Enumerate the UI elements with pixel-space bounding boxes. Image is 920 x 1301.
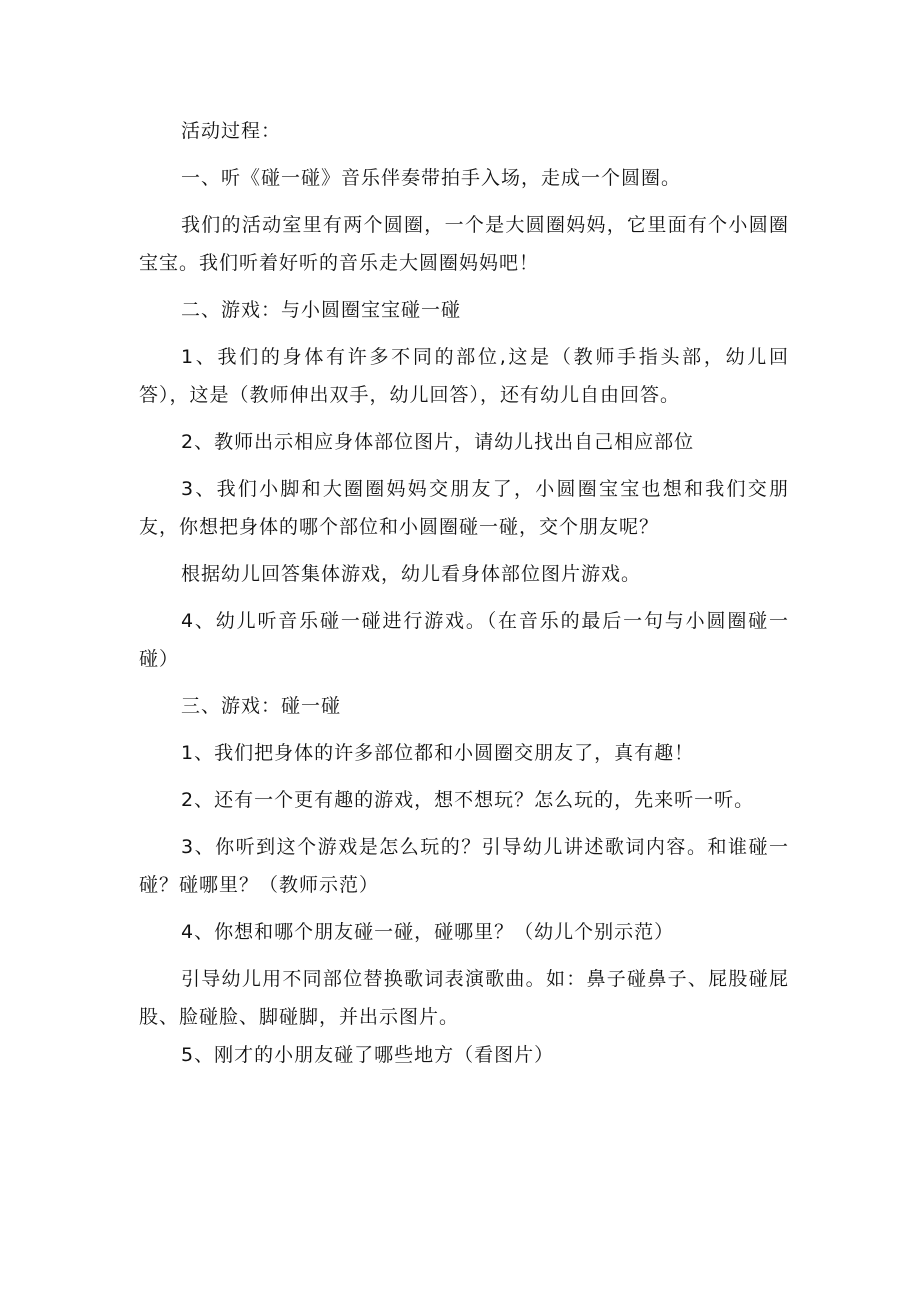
paragraph-body-parts: 1、我们的身体有许多不同的部位,这是（教师手指头部，幼儿回答），这是（教师伸出双手，幼儿回答），还有幼儿自由回答。: [139, 346, 789, 406]
paragraph-music-game: 4、幼儿听音乐碰一碰进行游戏。（在音乐的最后一句与小圆圈碰一碰）: [139, 610, 789, 670]
paragraph-step-one: 一、听《碰一碰》音乐伴奏带拍手入场，走成一个圆圈。: [181, 167, 682, 189]
paragraph-listen: 2、还有一个更有趣的游戏，想不想玩？怎么玩的，先来听一听。: [181, 789, 755, 811]
paragraph-step-three: 三、游戏：碰一碰: [181, 695, 342, 717]
paragraph-group-game: 根据幼儿回答集体游戏，幼儿看身体部位图片游戏。: [181, 563, 642, 585]
paragraph-demonstration: 4、你想和哪个朋友碰一碰，碰哪里？（幼儿个别示范）: [181, 921, 675, 943]
paragraph-review: 5、刚才的小朋友碰了哪些地方（看图片）: [181, 1044, 555, 1066]
paragraph-step-two: 二、游戏：与小圆圈宝宝碰一碰: [181, 299, 462, 321]
paragraph-circle-intro: 我们的活动室里有两个圆圈，一个是大圆圈妈妈，它里面有个小圆圈宝宝。我们听着好听的音乐走大圆圈妈妈吧！: [139, 214, 789, 274]
document-body: [139, 112, 789, 1083]
paragraph-make-friends: 3、我们小脚和大圈圈妈妈交朋友了，小圆圈宝宝也想和我们交朋友，你想把身体的哪个部位和小圆圈碰一碰，交个朋友呢？: [139, 478, 789, 538]
paragraph-heading-process: 活动过程：: [181, 120, 282, 142]
paragraph-interesting: 1、我们把身体的许多部位都和小圆圈交朋友了，真有趣！: [181, 742, 695, 764]
paragraph-replace-lyrics: 引导幼儿用不同部位替换歌词表演歌曲。如：鼻子碰鼻子、屁股碰屁股、脸碰脸、脚碰脚，并出示图片。: [139, 968, 789, 1028]
paragraph-lyrics: 3、你听到这个游戏是怎么玩的？引导幼儿讲述歌词内容。和谁碰一碰？碰哪里？（教师示范）: [139, 836, 789, 896]
paragraph-show-pictures: 2、教师出示相应身体部位图片，请幼儿找出自己相应部位: [181, 431, 695, 453]
